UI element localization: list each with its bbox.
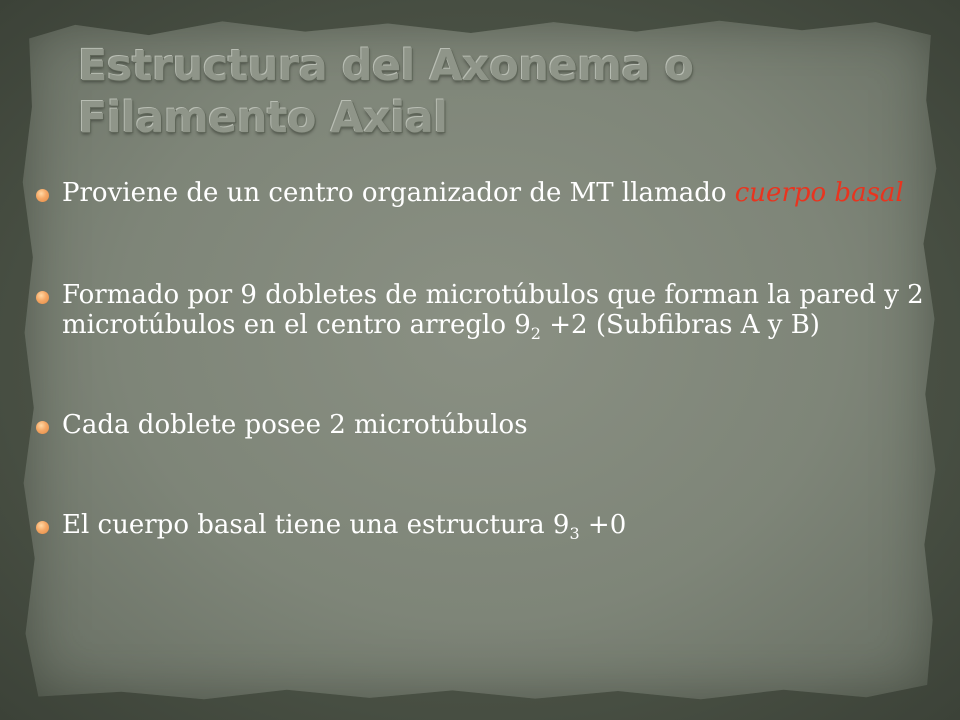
slide-title: Estructura del Axonema o Filamento Axial: [78, 41, 694, 143]
bullet-item: [36, 178, 926, 208]
bullet-list: [36, 178, 926, 612]
bullet-text: El cuerpo basal tiene una estructura 9: [62, 510, 570, 540]
bullet-text-after: +2 (Subfibras A y B): [540, 310, 820, 340]
bullet-marker-icon: [36, 421, 49, 434]
bullet-text-after: +0: [579, 510, 627, 540]
bullet-text: Cada doblete posee 2 microtúbulos: [62, 410, 528, 440]
highlight-term: cuerpo basal: [734, 178, 904, 208]
bullet-item: [36, 510, 926, 543]
bullet-item: [36, 280, 926, 343]
bullet-marker-icon: [36, 521, 49, 534]
subscript: 3: [569, 524, 580, 543]
bullet-marker-icon: [36, 291, 49, 304]
bullet-marker-icon: [36, 189, 49, 202]
bullet-text: Proviene de un centro organizador de MT llamado: [62, 178, 735, 208]
bullet-item: [36, 410, 926, 440]
bullet-text: Formado por 9 dobletes de microtúbulos que forman la pared y 2 microtúbulos en el centro arreglo 9: [62, 280, 924, 340]
subscript: 2: [530, 324, 541, 343]
